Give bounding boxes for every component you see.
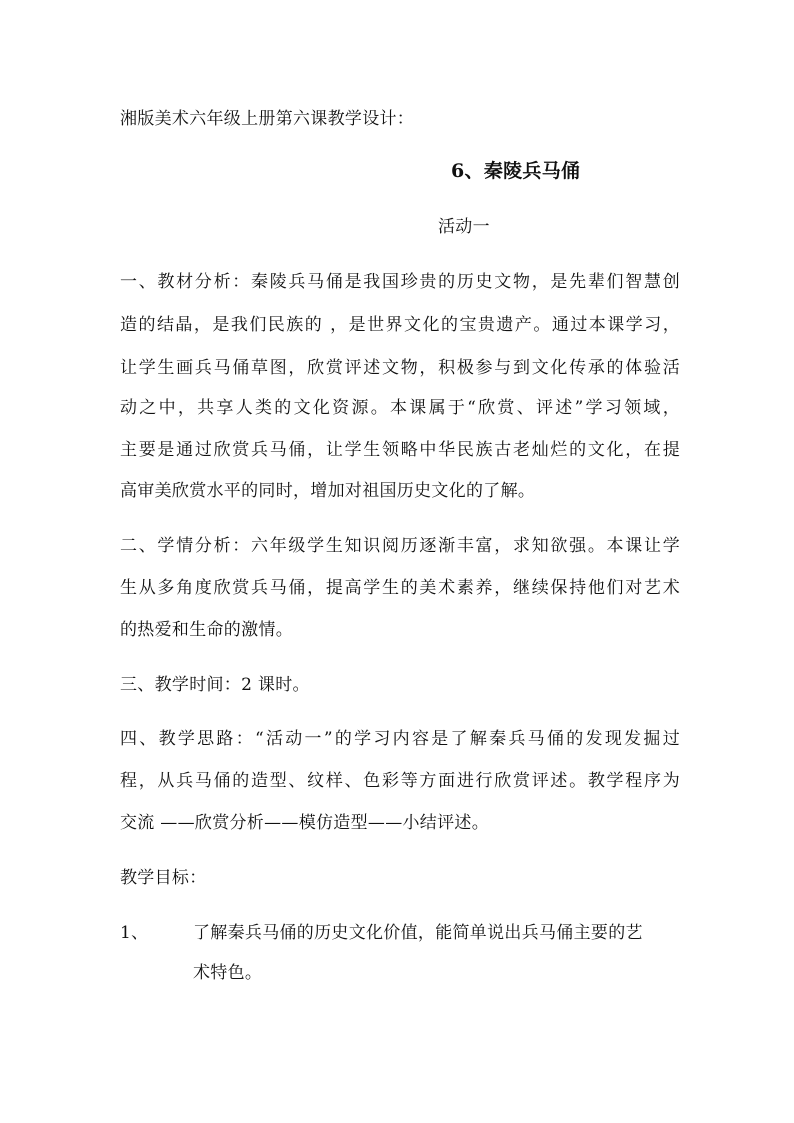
document-header: 湘版美术六年级上册第六课教学设计： <box>120 109 415 129</box>
section4-line: 四、教学思路：“活动一”的学习内容是了解秦兵马俑的发现发掘过 <box>120 729 680 749</box>
section1-line: 让学生画兵马俑草图，欣赏评述文物，积极参与到文化传承的体验活 <box>120 358 680 378</box>
objective-text: 了解秦兵马俑的历史文化价值，能简单说出兵马俑主要的艺 <box>193 923 643 943</box>
objective-text: 术特色。 <box>193 963 263 983</box>
section2-line: 二、学情分析：六年级学生知识阅历逐渐丰富，求知欲强。本课让学 <box>120 536 680 556</box>
section2-line: 的热爱和生命的激情。 <box>120 620 293 640</box>
section4-line: 交流 ——欣赏分析——模仿造型——小结评述。 <box>120 813 490 833</box>
section1-line: 高审美欣赏水平的同时，增加对祖国历史文化的了解。 <box>120 481 536 501</box>
section1-line: 一、教材分析：秦陵兵马俑是我国珍贵的历史文物，是先辈们智慧创 <box>120 272 680 292</box>
section1-line: 动之中，共享人类的文化资源。本课属于“欣赏、评述”学习领域， <box>120 398 680 418</box>
section2-line: 生从多角度欣赏兵马俑，提高学生的美术素养，继续保持他们对艺术 <box>120 578 680 598</box>
objectives-heading: 教学目标： <box>120 868 207 888</box>
section4-line: 程，从兵马俑的造型、纹样、色彩等方面进行欣赏评述。教学程序为 <box>120 771 680 791</box>
objective-number: 1、 <box>120 923 149 943</box>
section3-line: 三、教学时间：2 课时。 <box>120 675 310 695</box>
lesson-title: 6、秦陵兵马俑 <box>451 160 581 182</box>
activity-label: 活动一 <box>438 217 490 237</box>
section1-line: 主要是通过欣赏兵马俑，让学生领略中华民族古老灿烂的文化，在提 <box>120 440 680 460</box>
section1-line: 造的结晶，是我们民族的 ，是世界文化的宝贵遗产。通过本课学习， <box>120 315 680 335</box>
